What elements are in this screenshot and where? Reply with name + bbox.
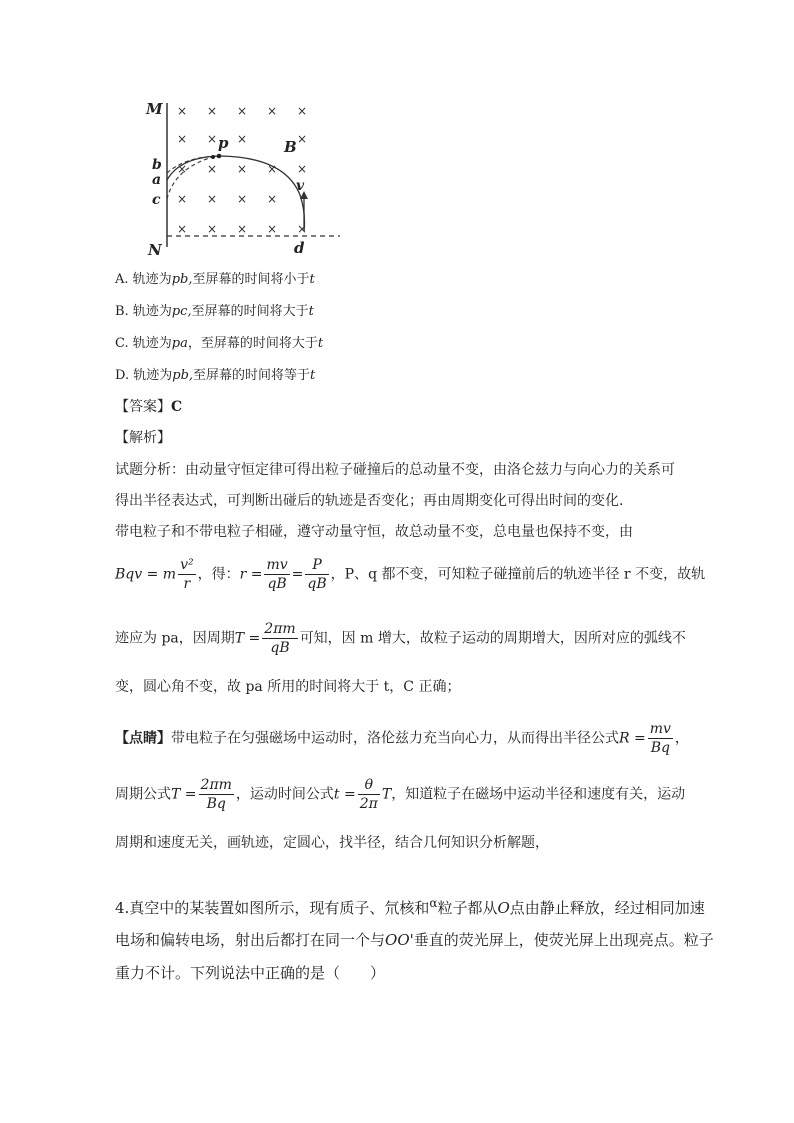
analysis-equation-1: Bqv = m $\frac{\text{v²}}{r}$ ，得：r = $\frac{mv}{qB}$ = $\frac{P}{qB}$ ，P、q 都不变，可知粒子碰撞前后的轨迹半径 r 不变，故轨 (115, 557, 706, 592)
label-b: b (152, 157, 162, 173)
analysis-line-5: 迹应为 pa，因周期T = $\frac{2\pi m}{qB}$ 可知，因 m 增大，故粒子运动的周期增大，因所对应的弧线不 (115, 621, 686, 656)
field-marker-x: × (206, 162, 218, 176)
magnetic-field-diagram (140, 95, 350, 260)
analysis-line-1: 试题分析：由动量守恒定律可得出粒子碰撞后的总动量不变，由洛仑兹力与向心力的关系可 (115, 462, 675, 478)
field-marker-x: × (176, 104, 188, 118)
analysis-line-6: 变，圆心角不变，故 pa 所用的时间将大于 t，C 正确； (115, 679, 461, 695)
comment-line-3: 周期和速度无关，画轨迹，定圆心，找半径，结合几何知识分析解题， (115, 835, 549, 851)
label-v: v (296, 178, 305, 194)
comment-line-2: 周期公式T = $\frac{2\pi m}{Bq}$ ，运动时间公式t = $\frac{\theta}{2\pi}$ T，知道粒子在磁场中运动半径和速度有关，运动 (115, 777, 686, 812)
field-marker-x: × (236, 222, 248, 236)
label-d: d (294, 239, 305, 257)
field-marker-x: × (296, 132, 308, 146)
analysis-label: 【解析】 (115, 430, 171, 446)
label-M: M (146, 100, 163, 118)
analysis-line-3: 带电粒子和不带电粒子相碰，遵守动量守恒，故总动量不变，总电量也保持不变，由 (115, 524, 633, 540)
option-a: A. 轨迹为pb,至屏幕的时间将小于t (115, 272, 315, 287)
field-marker-x: × (236, 192, 248, 206)
label-a: a (152, 172, 162, 188)
field-marker-x: × (266, 192, 278, 206)
field-marker-x: × (266, 222, 278, 236)
field-marker-x: × (176, 192, 188, 206)
field-marker-x: × (296, 222, 308, 236)
label-p: p (218, 134, 229, 152)
question4-line-3: 重力不计。下列说法中正确的是（ ） (115, 964, 386, 982)
field-marker-x: × (266, 162, 278, 176)
label-B: B (284, 138, 297, 156)
trajectory-arc (167, 156, 308, 231)
particle-p2 (211, 155, 215, 159)
field-marker-x: × (266, 104, 278, 118)
field-marker-x: × (296, 162, 308, 176)
question4-line-2: 电场和偏转电场，射出后都打在同一个与OO'垂直的荧光屏上，使荧光屏上出现亮点。粒子 (115, 931, 714, 949)
field-marker-x: × (176, 132, 188, 146)
answer-line (115, 396, 182, 416)
particle-p (217, 154, 222, 159)
field-marker-x: × (176, 162, 188, 176)
field-marker-x: × (206, 132, 218, 146)
comment-line-1: 【点睛】带电粒子在匀强磁场中运动时，洛伦兹力充当向心力，从而得出半径公式R = $\frac{mv}{Bq}$ ， (115, 721, 689, 756)
answer-value: C (171, 399, 183, 415)
option-b: B. 轨迹为pc,至屏幕的时间将大于t (115, 304, 314, 319)
question4-line-1: 4.真空中的某装置如图所示，现有质子、氘核和$^\alpha$粒子都从O点由静止释放，经过相同加速 (115, 896, 705, 917)
field-marker-x: × (176, 222, 188, 236)
field-marker-x: × (206, 104, 218, 118)
analysis-line-2: 得出半径表达式，可判断出碰后的轨迹是否变化；再由周期变化可得出时间的变化. (115, 493, 624, 509)
answer-label: 【答案】 (115, 399, 171, 415)
field-marker-x: × (206, 222, 218, 236)
option-c: C. 轨迹为pa，至屏幕的时间将大于t (115, 336, 324, 351)
option-d: D. 轨迹为pb,至屏幕的时间将等于t (115, 368, 316, 383)
field-markers (177, 104, 307, 236)
field-marker-x: × (206, 192, 218, 206)
field-marker-x: × (236, 162, 248, 176)
field-marker-x: × (236, 104, 248, 118)
field-marker-x: × (236, 132, 248, 146)
field-marker-x: × (296, 104, 308, 118)
label-c: c (152, 192, 161, 208)
label-N: N (148, 241, 162, 259)
